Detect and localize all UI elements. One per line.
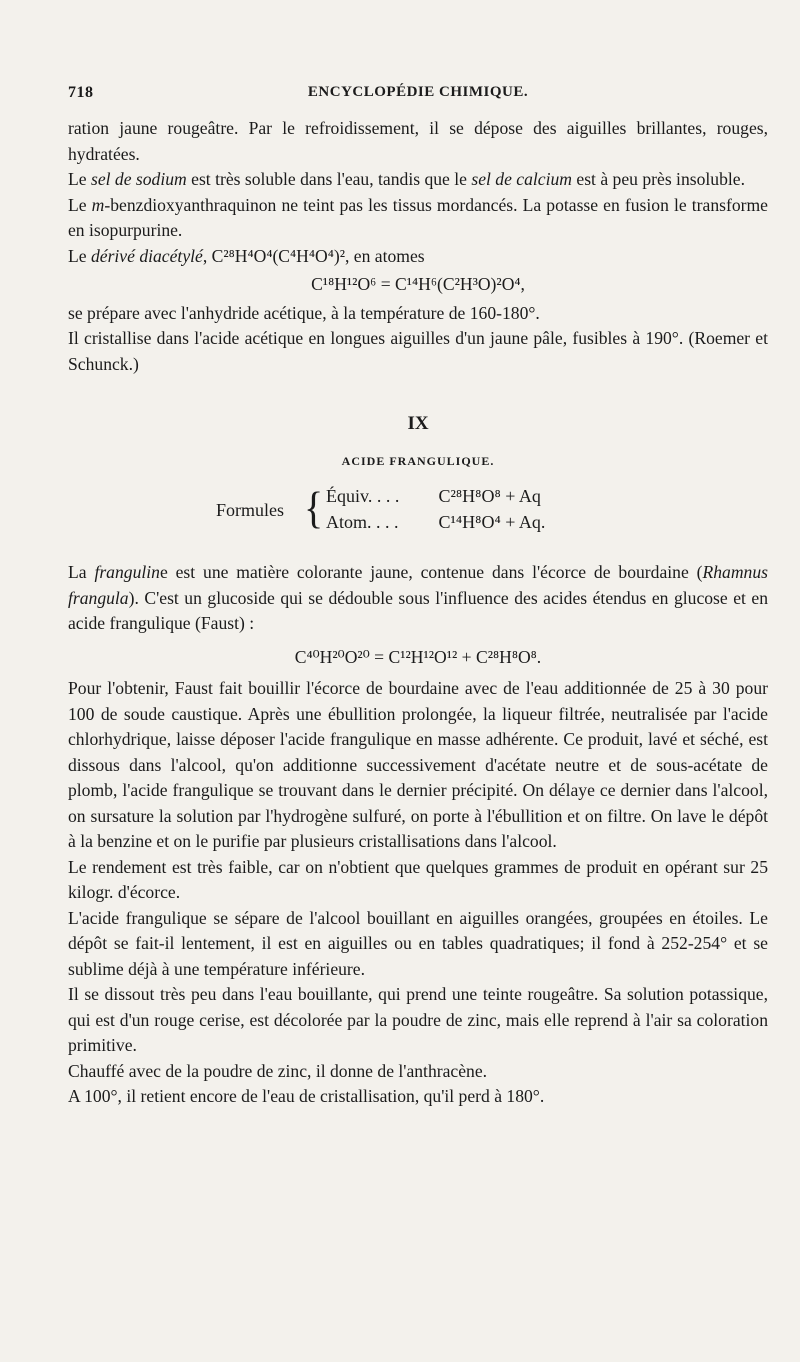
paragraph: L'acide frangulique se sépare de l'alcool bouillant en aiguilles orangées, groupées en étoiles. Le dépôt se fait-il lentement, il est en aiguilles ou en tables quadratiques; il fond à 252-254° et se sublime déjà à une température inférieure. — [68, 907, 768, 979]
term-rhamnus-frangula: Rhamnus frangula — [68, 562, 768, 608]
formula-value: C²⁸H⁸O⁸ + Aq — [438, 486, 541, 506]
text-run: -benzdioxyanthraquinon ne teint pas les tissus mordancés. La potasse en fusion le transforme en isopurpurine. — [68, 194, 768, 240]
text-run: Le — [68, 245, 91, 266]
term-frangulin: frangulin — [94, 562, 160, 582]
paragraph: Le rendement est très faible, car on n'obtient que quelques grammes de produit en opérant sur 25 kilogr. d'écorce. — [68, 856, 768, 902]
formulas-label: Formules — [216, 500, 285, 520]
text-run: Le — [68, 194, 92, 215]
text-run: Le — [68, 169, 91, 189]
formula-key: Atom. . . . — [326, 512, 399, 532]
text-run: , C²⁸H⁴O⁴(C⁴H⁴O⁴)², en atomes — [202, 245, 425, 266]
term-sodium-salt: sel de sodium — [90, 169, 187, 189]
text-run: La — [68, 562, 95, 582]
paragraph: Chauffé avec de la poudre de zinc, il donne de l'anthracène. — [68, 1060, 488, 1081]
formula-row — [326, 510, 545, 536]
page-header — [68, 84, 768, 106]
paragraph: A 100°, il retient encore de l'eau de cristallisation, qu'il perd à 180°. — [68, 1086, 545, 1106]
meta-prefix: m — [91, 194, 105, 215]
section-number: IX — [407, 413, 429, 434]
formulas-block — [68, 482, 768, 542]
page-body — [68, 116, 768, 1110]
paragraph: ration jaune rougeâtre. Par le refroidissement, il se dépose des aiguilles brillantes, rouges, hydratées. — [68, 118, 768, 164]
paragraph: Pour l'obtenir, Faust fait bouillir l'écorce de bourdaine avec de l'eau additionnée de 25 à 30 pour 100 de soude caustique. Après une ébullition prolongée, la liqueur filtrée, neutralisée par l'acide chlorhydrique, laisse déposer l'acide frangulique en masse adhérente. Ce produit, lavé et séché, est dissous dans l'alcool, qu'on additionne successivement d'acétate neutre et de sous-acétate de plomb, l'acide frangulique se trouvant dans le dernier précipité. On délaye ce dernier dans l'alcool, on sursature la solution par l'hydrogène sulfuré, on porte à l'ébullition et on filtre. On lave le dépôt à la benzine et on le purifie par plusieurs cristallisations dans l'alcool. — [68, 678, 768, 851]
paragraph — [68, 560, 768, 637]
paragraph: Il cristallise dans l'acide acétique en longues aiguilles d'un jaune pâle, fusibles à 190°. (Roemer et Schunck.) — [68, 328, 768, 374]
chemical-formula: C⁴⁰H²⁰O²⁰ = C¹²H¹²O¹² + C²⁸H⁸O⁸. — [294, 646, 542, 667]
formula-value: C¹⁴H⁸O⁴ + Aq. — [438, 512, 546, 532]
page-number: 718 — [68, 84, 94, 101]
text-run: est très soluble dans l'eau, tandis que le — [186, 169, 472, 189]
paragraph — [68, 244, 768, 270]
paragraph: se prépare avec l'anhydride acétique, à la température de 160-180°. — [68, 302, 540, 323]
brace-symbol: { — [304, 482, 324, 533]
paragraph — [68, 193, 768, 244]
paragraph: Il se dissout très peu dans l'eau bouillante, qui prend une teinte rougeâtre. Sa solution potassique, qui est d'un rouge cerise, est décolorée par la poudre de zinc, mais elle reprend à l'air sa coloration primitive. — [68, 984, 768, 1055]
term-diacetyl-derivative: dérivé diacétylé — [90, 245, 203, 266]
paragraph — [68, 167, 768, 193]
formula-key: Équiv. . . . — [326, 486, 400, 506]
formula-row — [326, 484, 541, 510]
chemical-formula: C¹⁸H¹²O⁶ = C¹⁴H⁶(C²H³O)²O⁴, — [311, 274, 525, 294]
text-run: ). C'est un glucoside qui se dédouble sous l'influence des acides étendus en glucose et en acide frangulique (Faust) : — [68, 587, 768, 633]
section-title: ACIDE FRANGULIQUE. — [341, 453, 495, 468]
term-calcium-salt: sel de calcium — [471, 169, 572, 189]
text-run: est à peu près insoluble. — [572, 169, 745, 189]
running-title: ENCYCLOPÉDIE CHIMIQUE. — [307, 84, 529, 100]
text-run: e est une matière colorante jaune, contenue dans l'écorce de bourdaine ( — [159, 562, 703, 582]
